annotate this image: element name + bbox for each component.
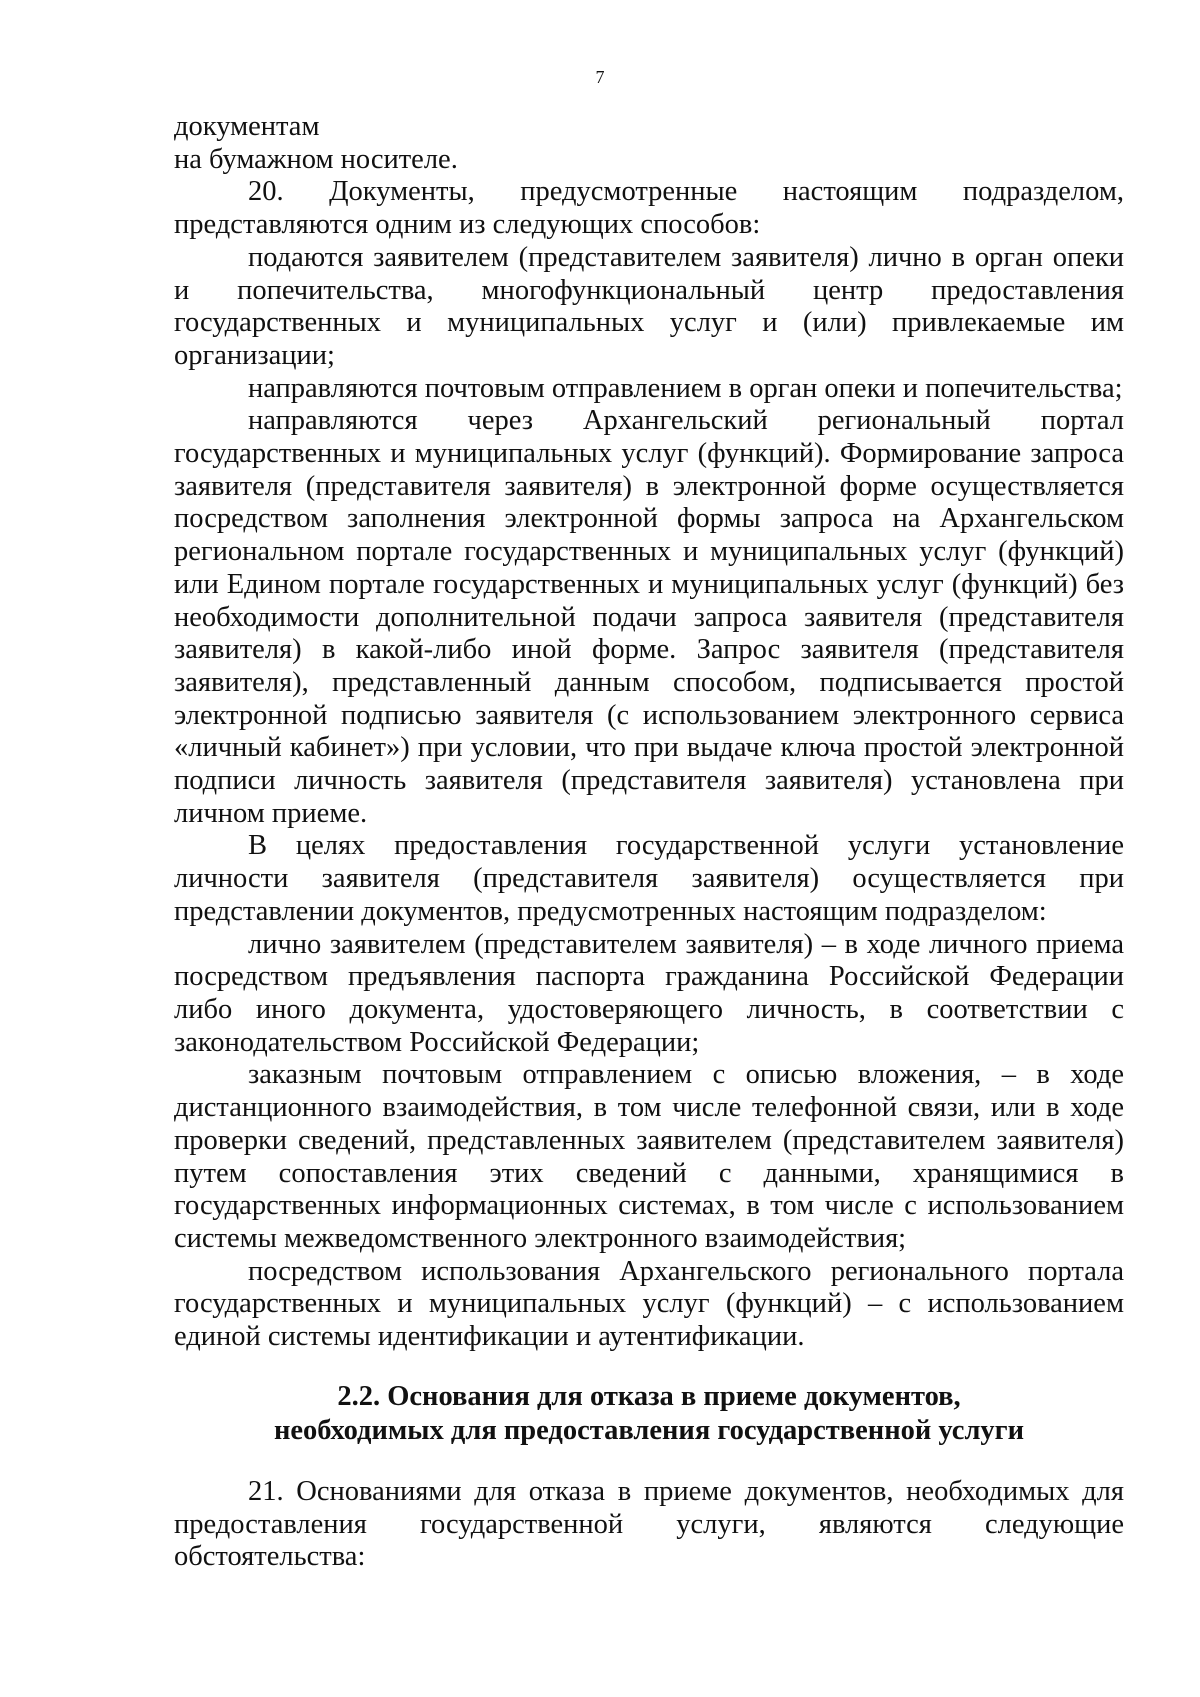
page-number: 7 <box>595 67 605 87</box>
tail-text <box>174 1476 1124 1574</box>
paragraph-item-21: 21. Основаниями для отказа в приеме документов, необходимых для предоставления государственной услуги, являются следующие обстоятельства: <box>174 1476 1124 1573</box>
paragraph-method-in-person: подаются заявителем (представителем заявителя) лично в орган опеки и попечительства, многофункциональный центр предоставления государственных и муниципальных услуг и (или) привлекаемые им организации; <box>174 241 1124 371</box>
paragraph-identity-portal: посредством использования Архангельского регионального портала государственных и муниципальных услуг (функций) – с использованием единой системы идентификации и аутентификации. <box>174 1255 1124 1353</box>
paragraph-method-post: направляются почтовым отправлением в орган опеки и попечительства; <box>248 372 1123 404</box>
section-heading-line-1: 2.2. Основания для отказа в приеме документов, <box>337 1381 961 1412</box>
paragraph-method-portal: направляются через Архангельский региональный портал государственных и муниципальных услуг (функций). Формирование запроса заявителя (представителя заявителя) в электронной форме осуществляется посредством заполнения электронной формы запроса на Архангельском региональном портале государственных и муниципальных услуг (функций) или Едином портале государственных и муниципальных услуг (функций) без необходимости дополнительной подачи запроса заявителя (представителя заявителя) в какой-либо иной форме. Запрос заявителя (представителя заявителя), представленный данным способом, подписывается простой электронной подписью заявителя (с использованием электронного сервиса «личный кабинет») при условии, что при выдаче ключа простой электронной подписи личность заявителя (представителя заявителя) установлена при личном приеме. <box>174 405 1124 829</box>
paragraph-identity-personal: лично заявителем (представителем заявителя) – в ходе личного приема посредством предъявления паспорта гражданина Российской Федерации либо иного документа, удостоверяющего личность, в соответствии с законодательством Российской Федерации; <box>174 928 1124 1058</box>
body-text <box>174 111 1124 1354</box>
section-heading-line-2: необходимых для предоставления государственной услуги <box>273 1415 1025 1446</box>
section-heading <box>174 1380 1124 1448</box>
paragraph-identity: В целях предоставления государственной услуги установление личности заявителя (представителя заявителя) осуществляется при представлении документов, предусмотренных настоящим подразделом: <box>174 830 1124 927</box>
paragraph-continuation: документам на бумажном носителе. <box>174 111 458 175</box>
paragraph-identity-mail: заказным почтовым отправлением с описью вложения, – в ходе дистанционного взаимодействия, в том числе телефонной связи, или в ходе проверки сведений, представленных заявителем (представителем заявителя) путем сопоставления этих сведений с данными, хранящимися в государственных информационных системах, в том числе с использованием системы межведомственного электронного взаимодействия; <box>174 1059 1124 1254</box>
paragraph-item-20: 20. Документы, предусмотренные настоящим подразделом, представляются одним из следующих способов: <box>174 176 1124 241</box>
